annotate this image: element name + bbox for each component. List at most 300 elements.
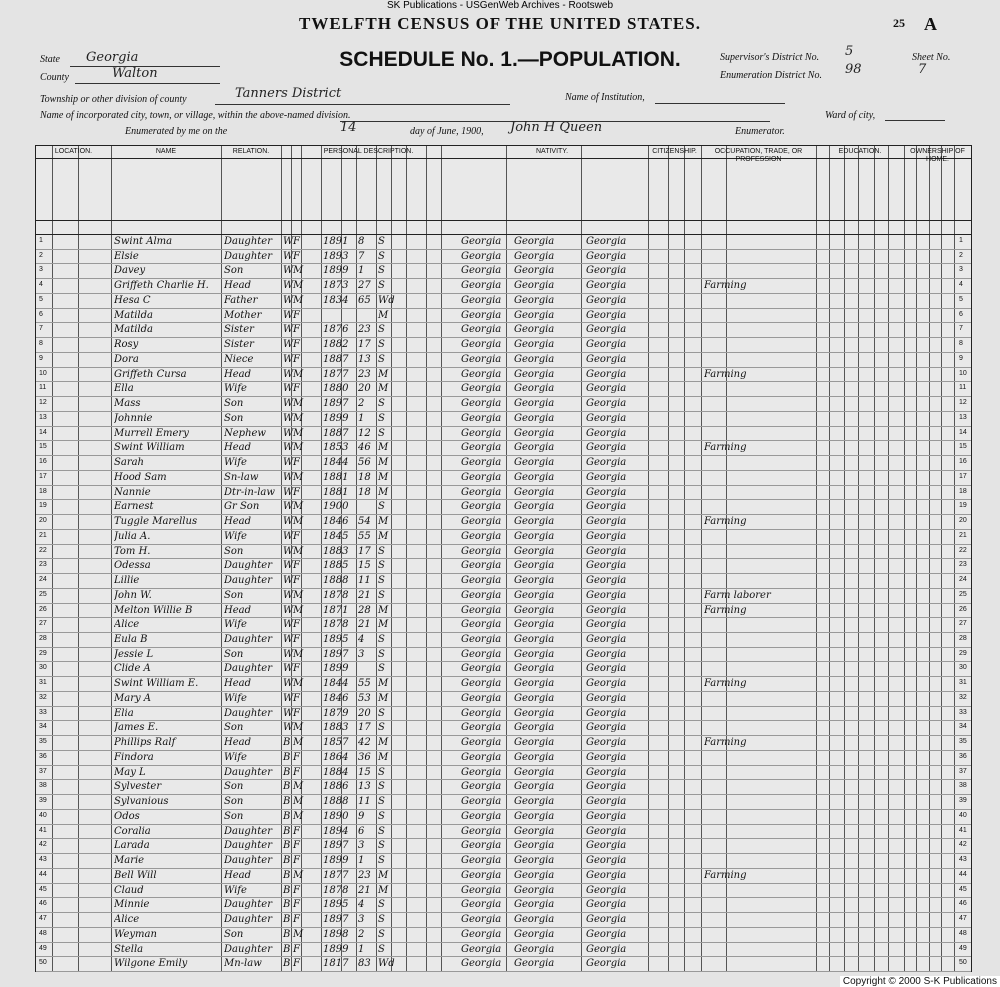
person-name: Ella <box>114 383 134 395</box>
supervisor-label: Supervisor's District No. <box>720 52 820 63</box>
age: 3 <box>358 914 365 926</box>
sex: F <box>293 884 300 896</box>
institution-underline <box>655 103 785 104</box>
row-number: 34 <box>959 723 967 731</box>
birthplace-father: Georgia <box>514 914 555 926</box>
row-number: 32 <box>39 693 47 701</box>
row-number: 18 <box>39 487 47 495</box>
birth-year: 1893 <box>323 250 349 262</box>
birthplace-mother: Georgia <box>586 825 627 837</box>
sex: F <box>293 339 300 351</box>
relation: Head <box>224 280 252 292</box>
birthplace-father: Georgia <box>514 619 555 631</box>
color-race: W <box>283 486 294 498</box>
age: 13 <box>358 781 371 793</box>
sex: M <box>293 545 304 557</box>
row-number: 25 <box>39 590 47 598</box>
birthplace-father: Georgia <box>514 810 555 822</box>
sex: F <box>293 619 300 631</box>
birthplace-mother: Georgia <box>586 486 627 498</box>
birth-year: 1845 <box>323 530 349 542</box>
enumeration-day: 14 <box>340 120 357 135</box>
color-race: B <box>283 884 291 896</box>
birthplace-father: Georgia <box>514 825 555 837</box>
person-name: Elia <box>114 707 134 719</box>
birthplace-father: Georgia <box>514 368 555 380</box>
color-race: W <box>283 692 294 704</box>
birthplace-father: Georgia <box>514 958 555 970</box>
birth-year: 1881 <box>323 486 349 498</box>
relation: Nephew <box>224 427 266 439</box>
birthplace-mother: Georgia <box>586 648 627 660</box>
person-name: Weyman <box>114 928 157 940</box>
archive-header: SK Publications - USGenWeb Archives - Rootsweb <box>386 0 614 11</box>
sex: M <box>293 869 304 881</box>
marital-status: S <box>378 663 385 675</box>
birth-year: 1897 <box>323 648 349 660</box>
sex: F <box>293 943 300 955</box>
row-number: 17 <box>39 472 47 480</box>
birthplace-father: Georgia <box>514 692 555 704</box>
row-number: 47 <box>959 915 967 923</box>
birthplace-mother: Georgia <box>586 810 627 822</box>
relation: Daughter <box>224 840 272 852</box>
sex: F <box>293 840 300 852</box>
sex: M <box>293 648 304 660</box>
row-number: 31 <box>39 679 47 687</box>
township-value: Tanners District <box>235 86 342 101</box>
marital-status: S <box>378 914 385 926</box>
birthplace-mother: Georgia <box>586 457 627 469</box>
sex: M <box>293 722 304 734</box>
person-name: Swint Alma <box>114 236 173 247</box>
birth-year: 1885 <box>323 560 349 572</box>
marital-status: M <box>378 619 389 631</box>
birthplace-person: Georgia <box>461 766 502 778</box>
sex: F <box>293 914 300 926</box>
relation: Dtr-in-law <box>224 486 275 498</box>
birth-year: 1882 <box>323 339 349 351</box>
birthplace-person: Georgia <box>461 486 502 498</box>
age: 23 <box>358 869 371 881</box>
color-race: W <box>283 560 294 572</box>
row-number: 42 <box>959 841 967 849</box>
birthplace-person: Georgia <box>461 796 502 808</box>
color-race: W <box>283 722 294 734</box>
column-group-title: NATIVITY. <box>535 148 569 155</box>
age: 1 <box>358 855 365 867</box>
birthplace-person: Georgia <box>461 339 502 351</box>
age: 55 <box>358 530 371 542</box>
birthplace-person: Georgia <box>461 501 502 513</box>
birthplace-person: Georgia <box>461 914 502 926</box>
birthplace-father: Georgia <box>514 383 555 395</box>
color-race: W <box>283 339 294 351</box>
row-number: 40 <box>959 811 967 819</box>
color-race: B <box>283 914 291 926</box>
birth-year: 1898 <box>323 928 349 940</box>
row-number: 15 <box>959 443 967 451</box>
color-race: W <box>283 294 294 306</box>
person-name: Coralia <box>114 825 151 837</box>
row-number: 40 <box>39 811 47 819</box>
marital-status: S <box>378 766 385 778</box>
row-number: 45 <box>959 885 967 893</box>
copyright-notice: Copyright © 2000 S-K Publications <box>840 976 1000 987</box>
row-number: 36 <box>39 752 47 760</box>
occupation: Farming <box>704 280 747 292</box>
birthplace-person: Georgia <box>461 707 502 719</box>
birthplace-father: Georgia <box>514 530 555 542</box>
row-number: 22 <box>39 546 47 554</box>
row-number: 7 <box>39 325 43 333</box>
marital-status: S <box>378 560 385 572</box>
age: 4 <box>358 899 365 911</box>
relation: Head <box>224 869 252 881</box>
birth-year: 1864 <box>323 751 349 763</box>
enumeration-value: 98 <box>845 62 862 77</box>
marital-status: S <box>378 633 385 645</box>
row-number: 1 <box>39 237 43 244</box>
person-name: Davey <box>114 265 146 277</box>
person-name: Minnie <box>114 899 150 911</box>
row-number: 2 <box>959 251 963 259</box>
birthplace-person: Georgia <box>461 575 502 587</box>
age: 53 <box>358 692 371 704</box>
row-number: 10 <box>39 369 47 377</box>
birthplace-father: Georgia <box>514 604 555 616</box>
relation: Daughter <box>224 914 272 926</box>
birthplace-person: Georgia <box>461 383 502 395</box>
birth-year: 1817 <box>323 958 349 970</box>
birthplace-father: Georgia <box>514 648 555 660</box>
page-letter: A <box>924 14 937 34</box>
row-number: 8 <box>959 340 963 348</box>
marital-status: M <box>378 383 389 395</box>
row-number: 23 <box>959 561 967 569</box>
relation: Son <box>224 796 244 808</box>
marital-status: S <box>378 648 385 660</box>
row-number: 18 <box>959 487 967 495</box>
color-race: W <box>283 663 294 675</box>
relation: Daughter <box>224 250 272 262</box>
birthplace-mother: Georgia <box>586 899 627 911</box>
person-name: Tom H. <box>114 545 151 557</box>
relation: Son <box>224 722 244 734</box>
color-race: W <box>283 589 294 601</box>
marital-status: M <box>378 486 389 498</box>
birthplace-mother: Georgia <box>586 943 627 955</box>
color-race: W <box>283 353 294 365</box>
row-number: 6 <box>959 310 963 318</box>
color-race: W <box>283 678 294 690</box>
color-race: B <box>283 737 291 749</box>
color-race: B <box>283 943 291 955</box>
sex: M <box>293 265 304 277</box>
birthplace-father: Georgia <box>514 589 555 601</box>
row-number: 8 <box>39 340 43 348</box>
marital-status: S <box>378 236 385 247</box>
row-number: 21 <box>959 531 967 539</box>
birthplace-mother: Georgia <box>586 604 627 616</box>
birthplace-mother: Georgia <box>586 501 627 513</box>
row-number: 38 <box>39 782 47 790</box>
person-name: Phillips Ralf <box>114 737 176 749</box>
relation: Son <box>224 589 244 601</box>
row-number: 21 <box>39 531 47 539</box>
row-number: 33 <box>959 708 967 716</box>
sex: M <box>293 928 304 940</box>
birth-year: 1899 <box>323 943 349 955</box>
row-number: 32 <box>959 693 967 701</box>
person-name: Murrell Emery <box>114 427 189 439</box>
marital-status: S <box>378 265 385 277</box>
birth-year: 1897 <box>323 398 349 410</box>
column-group-title: OCCUPATION, TRADE, OR PROFESSION <box>714 148 803 163</box>
sex: M <box>293 294 304 306</box>
color-race: B <box>283 928 291 940</box>
row-number: 5 <box>959 295 963 303</box>
county-underline <box>75 83 220 84</box>
marital-status: M <box>378 737 389 749</box>
sex: M <box>293 501 304 513</box>
age: 3 <box>358 840 365 852</box>
marital-status: S <box>378 943 385 955</box>
age: 8 <box>358 236 365 247</box>
sex: M <box>293 589 304 601</box>
person-name: Melton Willie B <box>114 604 193 616</box>
age: 21 <box>358 619 371 631</box>
institution-label: Name of Institution, <box>565 92 645 103</box>
person-name: Clide A <box>114 663 151 675</box>
age: 54 <box>358 516 371 528</box>
color-race: W <box>283 309 294 321</box>
color-race: W <box>283 530 294 542</box>
row-number: 39 <box>39 797 47 805</box>
row-number: 6 <box>39 310 43 318</box>
birthplace-mother: Georgia <box>586 339 627 351</box>
person-name: John W. <box>114 589 152 601</box>
relation: Daughter <box>224 633 272 645</box>
ward-label: Ward of city, <box>825 110 876 121</box>
row-number: 33 <box>39 708 47 716</box>
row-number: 47 <box>39 915 47 923</box>
birthplace-mother: Georgia <box>586 663 627 675</box>
marital-status: S <box>378 825 385 837</box>
birthplace-person: Georgia <box>461 324 502 336</box>
age: 83 <box>358 958 371 970</box>
birthplace-person: Georgia <box>461 678 502 690</box>
sex: F <box>293 855 300 867</box>
birthplace-person: Georgia <box>461 619 502 631</box>
birthplace-person: Georgia <box>461 457 502 469</box>
row-number: 11 <box>959 384 967 392</box>
birthplace-mother: Georgia <box>586 265 627 277</box>
person-name: Odos <box>114 810 140 822</box>
person-name: Swint William E. <box>114 678 199 690</box>
person-name: Jessie L <box>114 648 154 660</box>
person-name: Stella <box>114 943 144 955</box>
row-number: 30 <box>959 664 967 672</box>
birthplace-person: Georgia <box>461 412 502 424</box>
row-number: 35 <box>959 738 967 746</box>
relation: Mn-law <box>224 958 262 970</box>
birth-year: 1899 <box>323 663 349 675</box>
row-number: 24 <box>959 576 967 584</box>
color-race: W <box>283 707 294 719</box>
row-number: 1 <box>959 237 963 244</box>
person-name: Sarah <box>114 457 144 469</box>
sex: F <box>293 633 300 645</box>
person-name: Matilda <box>114 309 153 321</box>
birthplace-father: Georgia <box>514 309 555 321</box>
birthplace-father: Georgia <box>514 928 555 940</box>
birth-year: 1880 <box>323 383 349 395</box>
age: 46 <box>358 442 371 454</box>
birthplace-person: Georgia <box>461 368 502 380</box>
birthplace-father: Georgia <box>514 663 555 675</box>
relation: Wife <box>224 457 247 469</box>
sex: F <box>293 309 300 321</box>
relation: Daughter <box>224 943 272 955</box>
relation: Daughter <box>224 899 272 911</box>
relation: Head <box>224 442 252 454</box>
birthplace-mother: Georgia <box>586 398 627 410</box>
header-divider <box>36 220 971 221</box>
birthplace-father: Georgia <box>514 398 555 410</box>
marital-status: M <box>378 604 389 616</box>
birthplace-person: Georgia <box>461 236 502 247</box>
sex: F <box>293 236 300 247</box>
color-race: W <box>283 265 294 277</box>
sex: F <box>293 766 300 778</box>
birthplace-father: Georgia <box>514 457 555 469</box>
color-race: W <box>283 324 294 336</box>
township-underline <box>215 104 510 105</box>
row-number: 44 <box>39 870 47 878</box>
birth-year: 1887 <box>323 353 349 365</box>
row-number: 4 <box>39 281 43 289</box>
row-number: 14 <box>39 428 47 436</box>
marital-status: S <box>378 810 385 822</box>
person-name: Mass <box>114 398 141 410</box>
birthplace-mother: Georgia <box>586 353 627 365</box>
person-name: James E. <box>114 722 159 734</box>
birthplace-person: Georgia <box>461 928 502 940</box>
birthplace-father: Georgia <box>514 324 555 336</box>
age: 36 <box>358 751 371 763</box>
color-race: B <box>283 781 291 793</box>
birth-year: 1878 <box>323 589 349 601</box>
birthplace-father: Georgia <box>514 560 555 572</box>
occupation: Farming <box>704 442 747 454</box>
age: 18 <box>358 471 371 483</box>
row-number: 46 <box>39 900 47 908</box>
birth-year: 1878 <box>323 884 349 896</box>
row-number: 22 <box>959 546 967 554</box>
row-number: 28 <box>39 634 47 642</box>
birthplace-mother: Georgia <box>586 545 627 557</box>
color-race: W <box>283 471 294 483</box>
birthplace-person: Georgia <box>461 869 502 881</box>
enumerated-label: Enumerated by me on the <box>125 126 228 137</box>
relation: Wife <box>224 530 247 542</box>
sex: M <box>293 604 304 616</box>
column-group-title: OWNERSHIP OF HOME. <box>910 148 965 163</box>
birthplace-father: Georgia <box>514 633 555 645</box>
birthplace-mother: Georgia <box>586 751 627 763</box>
sex: M <box>293 781 304 793</box>
township-label: Township or other division of county <box>40 94 187 105</box>
schedule-title: SCHEDULE No. 1.—POPULATION. <box>339 48 681 71</box>
age: 6 <box>358 825 365 837</box>
birthplace-person: Georgia <box>461 958 502 970</box>
birth-year: 1884 <box>323 766 349 778</box>
birthplace-mother: Georgia <box>586 928 627 940</box>
age: 3 <box>358 648 365 660</box>
sex: M <box>293 368 304 380</box>
birthplace-person: Georgia <box>461 530 502 542</box>
birthplace-mother: Georgia <box>586 707 627 719</box>
birthplace-person: Georgia <box>461 751 502 763</box>
birthplace-mother: Georgia <box>586 840 627 852</box>
birthplace-father: Georgia <box>514 899 555 911</box>
birthplace-mother: Georgia <box>586 737 627 749</box>
birthplace-father: Georgia <box>514 412 555 424</box>
row-number: 17 <box>959 472 967 480</box>
age: 56 <box>358 457 371 469</box>
birth-year: 1877 <box>323 869 349 881</box>
age: 23 <box>358 368 371 380</box>
sex: M <box>293 796 304 808</box>
column-group-title: NAME <box>155 148 177 155</box>
relation: Daughter <box>224 575 272 587</box>
birth-year: 1888 <box>323 575 349 587</box>
birth-year: 1883 <box>323 722 349 734</box>
birthplace-mother: Georgia <box>586 236 627 247</box>
row-number: 10 <box>959 369 967 377</box>
birth-year: 1876 <box>323 324 349 336</box>
birthplace-person: Georgia <box>461 589 502 601</box>
sex: F <box>293 250 300 262</box>
color-race: B <box>283 958 291 970</box>
birthplace-mother: Georgia <box>586 766 627 778</box>
row-number: 41 <box>959 826 967 834</box>
person-name: Griffeth Cursa <box>114 368 187 380</box>
color-race: B <box>283 840 291 852</box>
person-name: Bell Will <box>114 869 157 881</box>
column-group-title: LOCATION. <box>54 148 93 155</box>
age: 17 <box>358 722 371 734</box>
age: 55 <box>358 678 371 690</box>
relation: Wife <box>224 751 247 763</box>
person-name: Elsie <box>114 250 139 262</box>
occupation: Farming <box>704 737 747 749</box>
birth-year: 1883 <box>323 545 349 557</box>
marital-status: S <box>378 707 385 719</box>
marital-status: S <box>378 796 385 808</box>
birthplace-person: Georgia <box>461 265 502 277</box>
person-name: Eula B <box>114 633 148 645</box>
birthplace-father: Georgia <box>514 339 555 351</box>
birthplace-mother: Georgia <box>586 530 627 542</box>
birthplace-mother: Georgia <box>586 427 627 439</box>
person-name: Rosy <box>114 339 139 351</box>
age: 21 <box>358 589 371 601</box>
birthplace-father: Georgia <box>514 471 555 483</box>
age: 18 <box>358 486 371 498</box>
person-name: May L <box>114 766 146 778</box>
